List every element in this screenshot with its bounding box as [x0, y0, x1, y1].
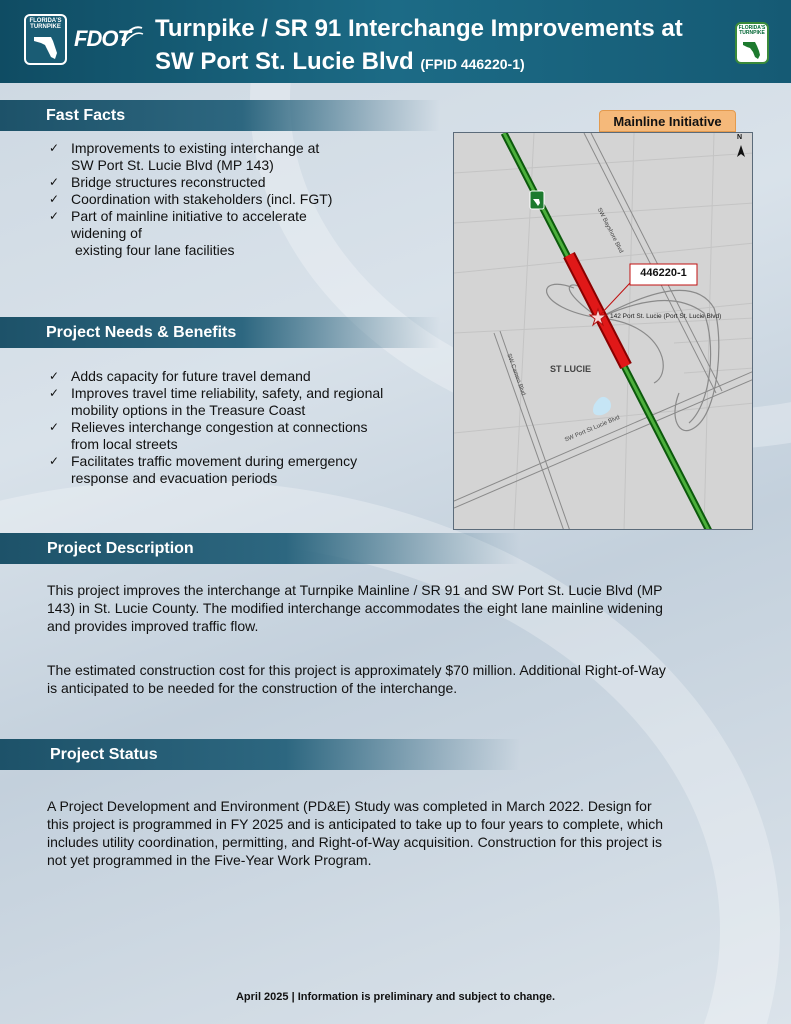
description-paragraph-2: [47, 661, 777, 697]
list-item: [46, 385, 436, 419]
florida-turnpike-logo: [24, 14, 67, 65]
text-line: and provides improved traffic flow.: [47, 618, 259, 634]
fast-facts-heading: [0, 100, 440, 131]
list-item-text: Improves travel time reliability, safety, and regional: [71, 385, 384, 401]
list-item-text: response and evacuation periods: [71, 470, 278, 486]
list-item-text: existing four lane facilities: [75, 242, 235, 258]
list-item-text: Bridge structures reconstructed: [71, 174, 266, 190]
mainline-initiative-tag: Mainline Initiative: [599, 110, 736, 132]
fast-facts-list: [46, 140, 386, 259]
list-item-text: SW Port St. Lucie Blvd (MP 143): [71, 157, 274, 173]
description-heading: [0, 533, 520, 564]
area-label: ST LUCIE: [550, 364, 592, 374]
text-line: is anticipated to be needed for the construction of the interchange.: [47, 680, 458, 696]
list-item-text: Facilitates traffic movement during emergency: [71, 453, 358, 469]
florida-map-icon: [741, 38, 763, 60]
status-heading-text: Project Status: [50, 746, 158, 763]
text-line: A Project Development and Environment (PD&E) Study was completed in March 2022. Design for: [47, 798, 652, 814]
check-icon: ✓: [49, 420, 60, 434]
status-paragraph: [47, 797, 777, 869]
check-icon: ✓: [49, 175, 60, 189]
check-icon: ✓: [49, 369, 60, 383]
fast-facts-heading-text: Fast Facts: [46, 107, 126, 124]
status-heading: [0, 739, 520, 770]
header-banner: [0, 0, 791, 83]
text-line: 143) in St. Lucie County. The modified interchange accommodates the eight lane mainline widening: [47, 600, 663, 616]
list-item-text: mobility options in the Treasure Coast: [71, 402, 306, 418]
list-item: [46, 453, 436, 487]
check-icon: ✓: [49, 141, 60, 155]
title-road: SW Port St. Lucie Blvd: [155, 48, 414, 75]
footer-note: April 2025 | Information is preliminary and subject to change.: [235, 991, 556, 1003]
turnpike-shield-logo: [735, 22, 769, 64]
check-icon: ✓: [49, 209, 60, 223]
text-line: not yet programmed in the Five-Year Work Program.: [47, 852, 372, 868]
check-icon: ✓: [49, 386, 60, 400]
description-paragraph-1: [47, 581, 777, 635]
check-icon: ✓: [49, 192, 60, 206]
map-graphic: [454, 133, 753, 530]
fdot-swoosh-icon: [120, 22, 144, 46]
north-label: N: [737, 134, 743, 141]
list-item-text: widening of: [71, 225, 142, 241]
project-location-map: [453, 132, 753, 530]
list-item: [46, 191, 386, 208]
interchange-label: 142 Port St. Lucie (Port St. Lucie Blvd): [610, 313, 722, 320]
needs-heading-text: Project Needs & Benefits: [46, 324, 237, 341]
road-label-port-st-lucie: SW Port St Lucie Blvd: [564, 414, 621, 444]
list-item-text: Part of mainline initiative to accelerate: [71, 208, 307, 224]
needs-heading: [0, 317, 440, 348]
list-item-text: Adds capacity for future travel demand: [71, 368, 311, 384]
list-item-text: Relieves interchange congestion at connections: [71, 419, 368, 435]
page-title: [155, 12, 725, 81]
list-item-text: from local streets: [71, 436, 178, 452]
text-line: includes utility coordination, permitting, and Right-of-Way acquisition. Construction for this project is: [47, 834, 662, 850]
florida-map-icon: [31, 31, 61, 61]
lake-shape: [593, 397, 611, 415]
fpid-label: (FPID 446220-1): [420, 56, 525, 72]
list-item: [46, 140, 386, 174]
text-line: The estimated construction cost for this project is approximately $70 million. Additional Right-of-Way: [47, 662, 666, 678]
fdot-logo: FDOT: [74, 26, 130, 51]
logo-text: FLORIDA'S TURNPIKE: [738, 25, 766, 36]
needs-list: [46, 368, 436, 487]
text-line: This project improves the interchange at Turnpike Mainline / SR 91 and SW Port St. Lucie Blvd (MP: [47, 582, 663, 598]
list-item: [46, 208, 386, 259]
description-heading-text: Project Description: [47, 540, 194, 557]
list-item-text: Improvements to existing interchange at: [71, 140, 320, 156]
list-item: [46, 368, 436, 385]
list-item-text: Coordination with stakeholders (incl. FGT): [71, 191, 333, 207]
title-line-1: Turnpike / SR 91 Interchange Improvements at: [155, 15, 683, 42]
title-line-2: [155, 45, 725, 81]
road-label-bayshore: SW Bayshore Blvd: [595, 207, 624, 255]
map-callout-label: 446220-1: [640, 267, 687, 279]
north-arrow-icon: [737, 145, 745, 157]
list-item: [46, 419, 436, 453]
list-item: [46, 174, 386, 191]
road-label-cameo: SW Cameo Blvd: [505, 353, 527, 397]
check-icon: ✓: [49, 454, 60, 468]
text-line: this project is programmed in FY 2025 and is anticipated to take up to four years to complete, which: [47, 816, 664, 832]
logo-text: FLORIDA'S TURNPIKE: [29, 18, 62, 30]
